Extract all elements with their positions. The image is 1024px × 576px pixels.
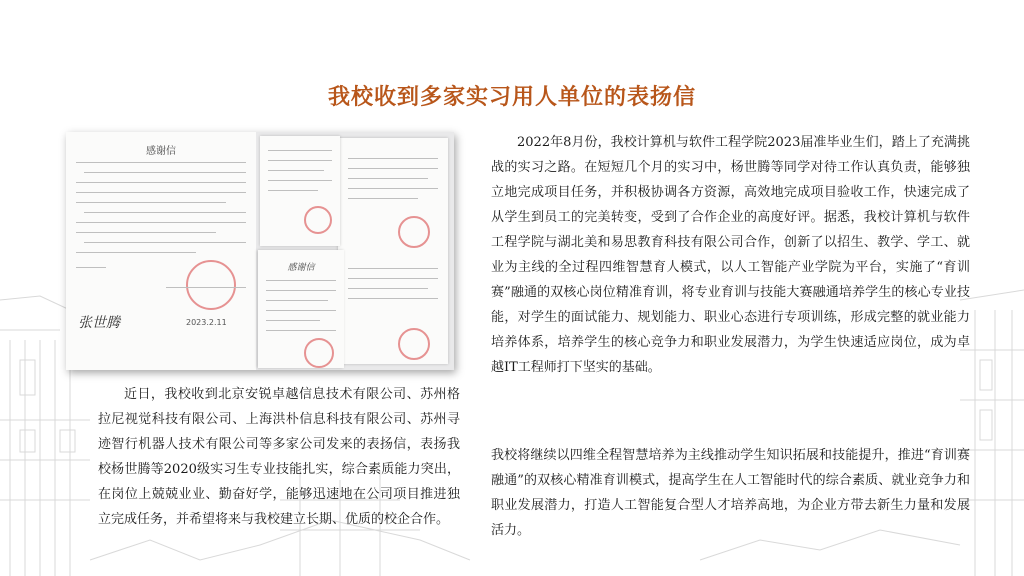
- detail-paragraph: 2022年8月份，我校计算机与软件工程学院2023届准毕业生们，踏上了充满挑战的实习之路。在短短几个月的实习中，杨世腾等同学对待工作认真负责，能够独立地完成项目任务，并积极协调各方资源，高效地完成项目验收工作，快速完成了从学生到员工的完美转变，受到了合作企业的高度好评。据悉，我校计算机与软件工程学院与湖北美和易思教育科技有限公司合作，创新了以招生、教学、学工、就业为主线的全过程四维智慧育人模式，以人工智能产业学院为平台，实施了“育训赛”融通的双核心岗位精准育训，将专业育训与技能大赛融通培养学生的核心专业技能，对学生的面试能力、规划能力、职业心态进行专项训练，形成完整的就业能力培养体系，培养学生的核心竞争力和职业发展潜力，为学生快速适应岗位，成为卓越IT工程师打下坚实的基础。: [491, 135, 970, 375]
- company-seal-2: [398, 216, 430, 248]
- company-seal-5: [304, 338, 334, 368]
- letter-left-title: 感谢信: [146, 146, 176, 157]
- intro-paragraph: 近日，我校收到北京安锐卓越信息技术有限公司、苏州格拉尼视觉科技有限公司、上海洪朴信息科技有限公司、苏州寻迹智行机器人技术有限公司等多家公司发来的表扬信，表扬我校杨世腾等2020级实习生专业技能扎实，综合素质能力突出，在岗位上兢兢业业、勤奋好学，能够迅速地在公司项目推进独立完成任务，并希望将来与我校建立长期、优质的校企合作。: [98, 387, 460, 527]
- company-seal-1: [186, 260, 236, 310]
- company-seal-4: [304, 206, 332, 234]
- letter-middle-top: [260, 136, 340, 246]
- letter-middle-title: 感谢信: [287, 263, 315, 273]
- signature: 张世腾: [78, 315, 120, 331]
- closing-paragraph: 我校将继续以四维全程智慧培养为主线推动学生知识拓展和技能提升，推进“育训赛融通”的双核心精准育训模式，提高学生在人工智能时代的综合素质、就业竞争力和职业发展潜力，打造人工智能复合型人才培养高地，为企业方带去新生力量和发展活力。: [491, 448, 970, 538]
- letter-middle: [258, 250, 344, 368]
- handwritten-date: 2023.2.11: [186, 318, 227, 327]
- thank-you-letters-photo: [66, 132, 454, 370]
- company-seal-3: [398, 328, 430, 360]
- letter-left: [66, 132, 256, 370]
- letter-right: [338, 138, 448, 364]
- page-title: 我校收到多家实习用人单位的表扬信: [327, 85, 696, 110]
